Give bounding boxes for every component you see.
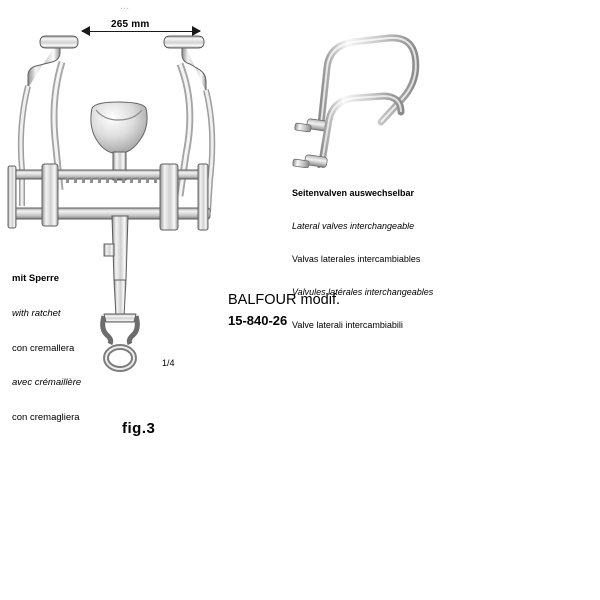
center-blade bbox=[91, 102, 147, 180]
figure-label: fig.3 bbox=[122, 420, 156, 437]
ratchet-caption-line-en: with ratchet bbox=[12, 307, 61, 319]
dimension-line bbox=[82, 31, 200, 32]
product-name: BALFOUR modif. bbox=[228, 292, 340, 308]
dimension-arrow-right-icon bbox=[192, 26, 201, 36]
ratchet-caption bbox=[12, 250, 81, 447]
top-cropped-text: ... bbox=[120, 0, 130, 12]
ratchet-caption-line-de: mit Sperre bbox=[12, 273, 59, 285]
valves-caption-line-de: Seitenvalven auswechselbar bbox=[292, 187, 415, 198]
ratchet-caption-line-es: con cremallera bbox=[12, 342, 75, 354]
width-dimension bbox=[82, 19, 200, 42]
lateral-valves-illustration bbox=[285, 28, 435, 168]
valves-caption-line-en: Lateral valves interchangeable bbox=[292, 220, 415, 231]
dimension-label: 265 mm bbox=[108, 19, 152, 30]
valves-caption bbox=[292, 166, 433, 352]
dimension-arrow-left-icon bbox=[81, 26, 90, 36]
valves-caption-line-fr: Valvules latérales interchangeables bbox=[292, 286, 434, 297]
valves-caption-line-it: Valve laterali intercambiabili bbox=[292, 319, 403, 330]
valves-caption-line-es: Valvas laterales intercambiables bbox=[292, 253, 421, 264]
scale-note: 1/4 bbox=[162, 358, 175, 368]
product-code: 15-840-26 bbox=[228, 313, 288, 328]
ratchet-caption-line-it: con cremagliera bbox=[12, 412, 80, 424]
ratchet-caption-line-fr: avec crémaillère bbox=[12, 377, 82, 389]
